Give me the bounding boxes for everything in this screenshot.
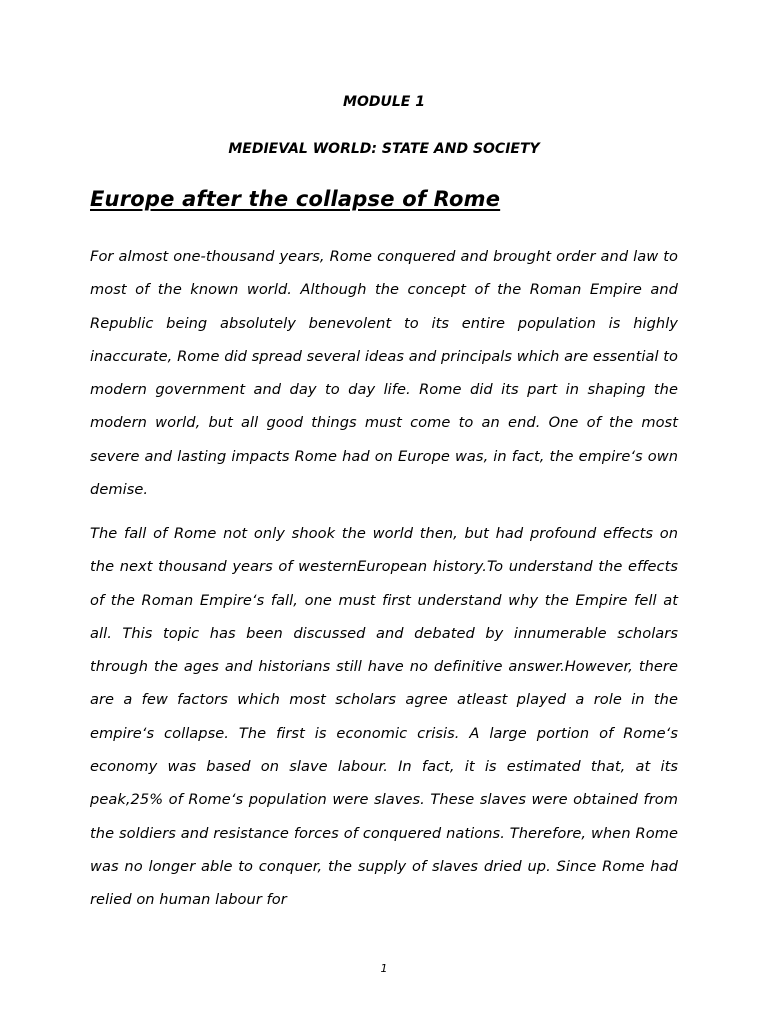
body-paragraph: The fall of Rome not only shook the world then, but had profound effects on the next thousand years of westernEuropean history.To understand the effects of the Roman Empire‘s fall, one must first understand why the Empire fell at all. This topic has been discussed and debated by innumerable scholars through the ages and historians still have no definitive answer.However, there are a few factors which most scholars agree atleast played a role in the empire‘s collapse. The first is economic crisis. A large portion of Rome‘s economy was based on slave labour. In fact, it is estimated that, at its peak,25% of Rome‘s population were slaves. These slaves were obtained from the soldiers and resistance forces of conquered nations. Therefore, when Rome was no longer able to conquer, the supply of slaves dried up. Since Rome had relied on human labour for [90, 525, 678, 909]
module-title: MEDIEVAL WORLD: STATE AND SOCIETY [228, 141, 540, 157]
body-paragraph: For almost one-thousand years, Rome conquered and brought order and law to most of the known world. Although the concept of the Roman Empire and Republic being absolutely benevolent to its entire population is highly inaccurate, Rome did spread several ideas and principals which are essential to modern government and day to day life. Rome did its part in shaping the modern world, but all good things must come to an end. One of the most severe and lasting impacts Rome had on Europe was, in fact, the empire‘s own demise. [90, 248, 678, 499]
module-label: MODULE 1 [343, 94, 425, 110]
page-number: 1 [380, 962, 388, 975]
section-title: Europe after the collapse of Rome [90, 187, 501, 211]
